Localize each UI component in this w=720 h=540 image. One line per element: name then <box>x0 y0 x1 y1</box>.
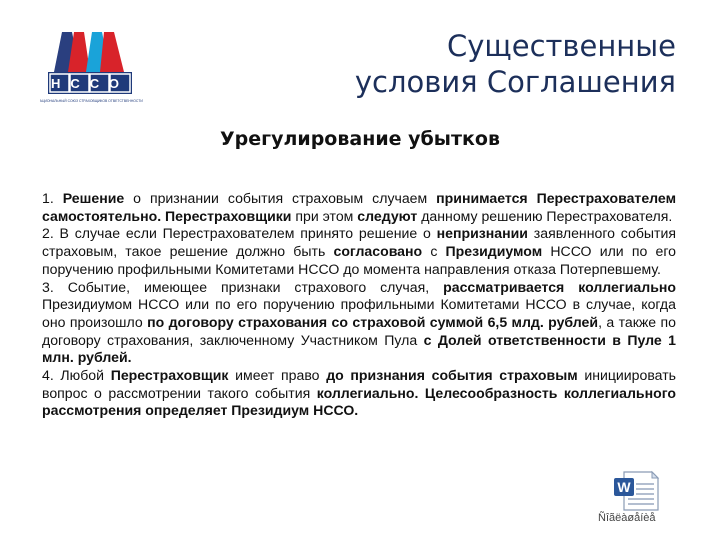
condition-item-4 <box>42 367 676 420</box>
text-segment: Перестраховщик <box>110 367 229 384</box>
condition-item-3 <box>42 279 676 368</box>
svg-text:W: W <box>617 479 631 495</box>
title-line-2: условия Соглашения <box>354 65 676 99</box>
attachment-caption[interactable]: Ñîãëàøåíèå <box>598 512 656 524</box>
text-segment: 3. Событие, имеющее признаки страхового случая, <box>42 278 444 295</box>
text-segment: при этом <box>291 207 358 224</box>
text-segment: коллегиально. Целесообразность коллегиального рассмотрения определяет Президиум НССО. <box>42 384 676 419</box>
text-segment: заявленного события страховым, такое решение должно быть <box>42 225 676 260</box>
text-segment: Президиумом НССО или по его поручению профильными Комитетами НССО в случае, когда оно произошло <box>42 296 676 330</box>
text-segment: имеет право <box>228 367 327 384</box>
text-segment: до признания события страховым <box>326 367 578 384</box>
logo-tagline: НАЦИОНАЛЬНЫЙ СОЮЗ СТРАХОВЩИКОВ ОТВЕТСТВЕННОСТИ <box>40 99 143 103</box>
text-segment: инициировать вопрос о рассмотрении такого события <box>42 367 677 401</box>
text-segment: следуют <box>357 207 418 224</box>
text-segment: 2. В случае если Перестрахователем принято решение о <box>42 225 437 242</box>
text-segment: рассматривается коллегиально <box>443 278 676 295</box>
text-segment: принимается Перестрахователем самостоятельно. Перестраховщики <box>42 190 677 224</box>
condition-item-1 <box>42 190 676 225</box>
text-segment: , а также по договору страхования, заключенному Участником Пула <box>42 313 676 348</box>
nsso-logo-mark <box>40 26 148 110</box>
text-segment: НССО или по его поручению профильными Комитетами НССО до момента направления отказа Потерпевшему. <box>42 243 676 277</box>
word-document-icon[interactable] <box>612 470 662 518</box>
text-segment: по договору страхования со страховой суммой 6,5 млд. рублей <box>147 313 599 330</box>
text-segment: с <box>422 243 446 260</box>
slide-title <box>256 28 676 100</box>
text-segment: Президиумом <box>445 243 543 260</box>
text-segment: о признании события страховым случаем <box>124 190 437 206</box>
condition-item-2 <box>42 225 676 278</box>
title-line-1: Существенные <box>447 29 676 63</box>
text-segment: 4. Любой <box>42 367 111 384</box>
slide-subtitle: Урегулирование убытков <box>220 128 500 150</box>
text-segment: 1. <box>42 190 63 206</box>
nsso-logo <box>40 26 148 110</box>
text-segment: Решение <box>62 190 125 206</box>
text-segment: согласовано <box>333 243 423 260</box>
text-segment: данному решению Перестрахователя. <box>417 207 673 224</box>
text-segment: с Долей ответственности в Пуле 1 млн. рублей. <box>42 331 676 366</box>
conditions-text <box>42 190 676 420</box>
text-segment: непризнании <box>436 225 528 242</box>
logo-text: НССО <box>51 76 129 91</box>
